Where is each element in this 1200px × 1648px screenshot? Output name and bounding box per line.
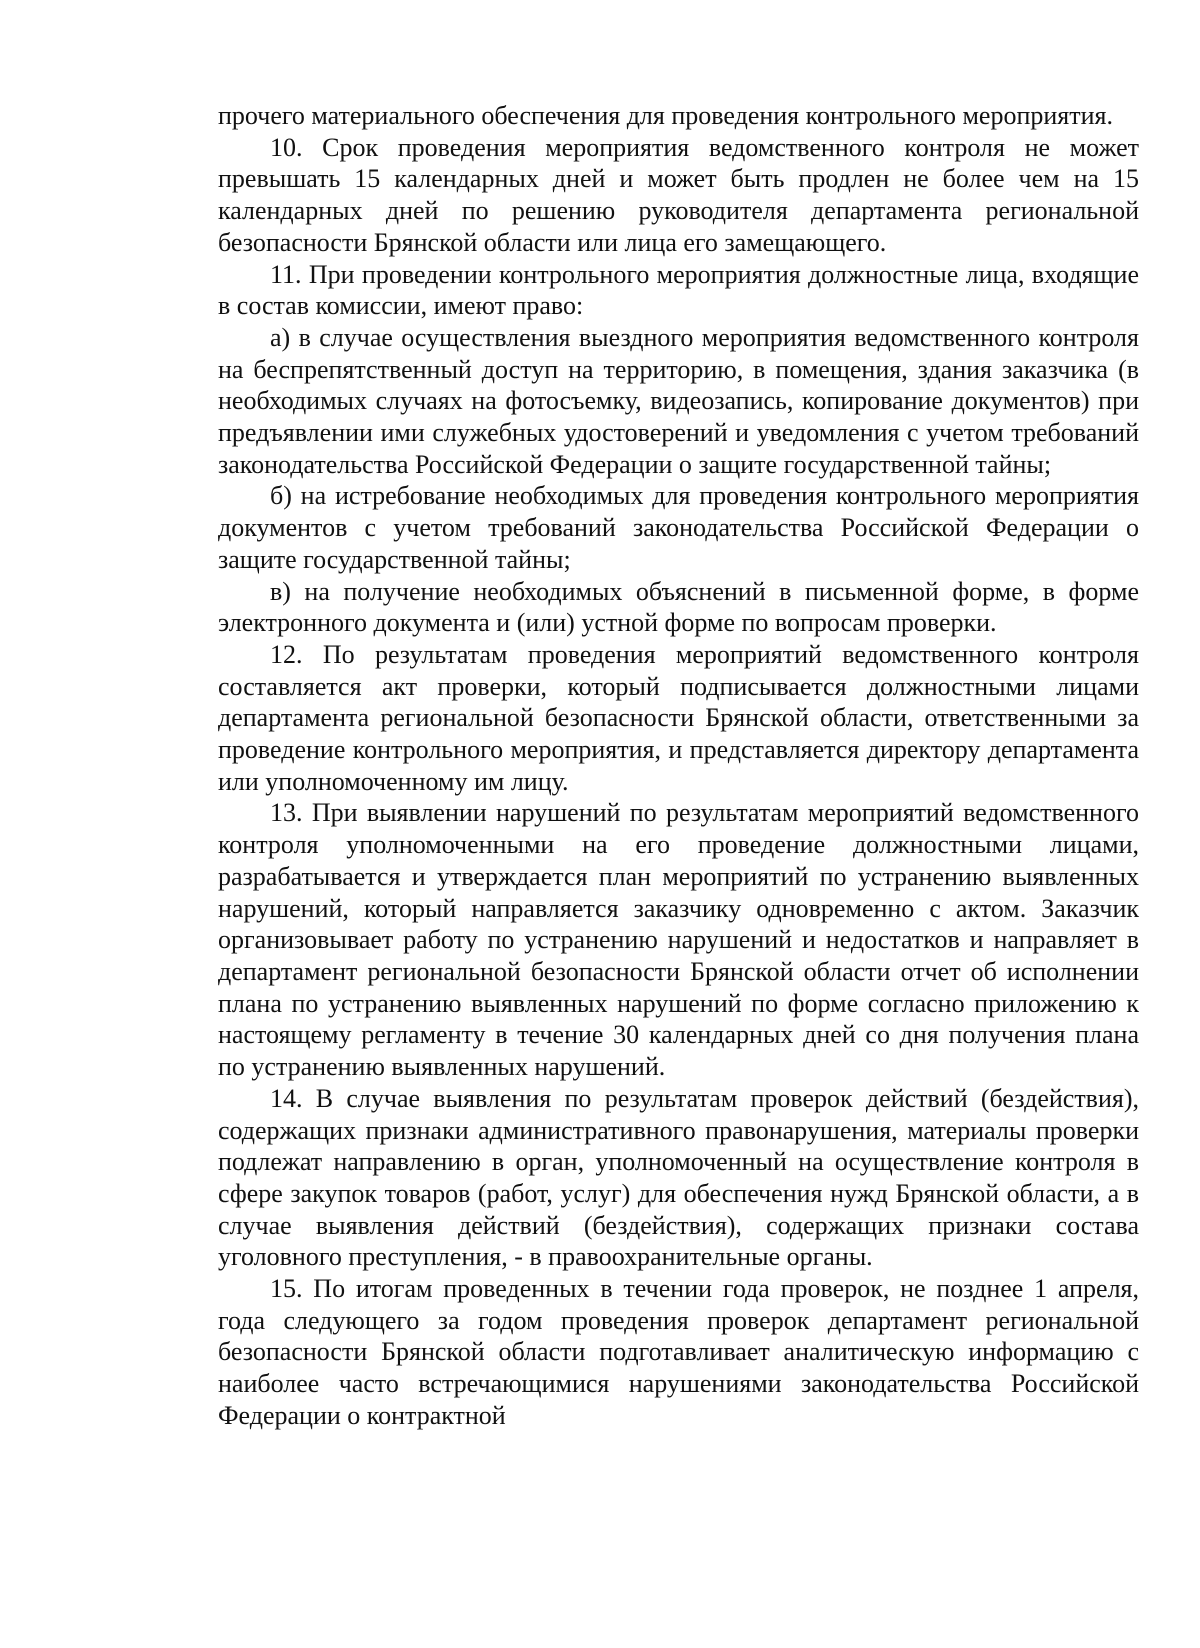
paragraph-continuation: прочего материального обеспечения для проведения контрольного мероприятия.	[218, 101, 1113, 130]
paragraph-10: 10. Срок проведения мероприятия ведомственного контроля не может превышать 15 календарных дней и может быть продлен не более чем на 15 календарных дней по решению руководителя департамента региональной безопасности Брянской области или лица его замещающего.	[218, 132, 1139, 257]
paragraph-12: 12. По результатам проведения мероприятий ведомственного контроля составляется акт проверки, который подписывается должностными лицами департамента региональной безопасности Брянской области, ответственными за проведение контрольного мероприятия, и представляется директору департамента или уполномоченному им лицу.	[218, 639, 1139, 796]
paragraph-13: 13. При выявлении нарушений по результатам мероприятий ведомственного контроля уполномоченными на его проведение должностными лицами, разрабатывается и утверждается план мероприятий по устранению выявленных нарушений, который направляется заказчику одновременно с актом. Заказчик организовывает работу по устранению нарушений и недостатков и направляет в департамент региональной безопасности Брянской области отчет об исполнении плана по устранению выявленных нарушений по форме согласно приложению к настоящему регламенту в течение 30 календарных дней со дня получения плана по устранению выявленных нарушений.	[218, 798, 1139, 1082]
paragraph-11: 11. При проведении контрольного мероприятия должностные лица, входящие в состав комиссии, имеют право:	[218, 259, 1139, 321]
document-text	[218, 100, 1139, 1432]
paragraph-11-a: а) в случае осуществления выездного мероприятия ведомственного контроля на беспрепятственный доступ на территорию, в помещения, здания заказчика (в необходимых случаях на фотосъемку, видеозапись, копирование документов) при предъявлении ими служебных удостоверений и уведомления с учетом требований законодательства Российской Федерации о защите государственной тайны;	[218, 322, 1139, 479]
paragraph-14: 14. В случае выявления по результатам проверок действий (бездействия), содержащих признаки административного правонарушения, материалы проверки подлежат направлению в орган, уполномоченный на осуществление контроля в сфере закупок товаров (работ, услуг) для обеспечения нужд Брянской области, а в случае выявления действий (бездействия), содержащих признаки состава уголовного преступления, - в правоохранительные органы.	[218, 1083, 1139, 1272]
paragraph-11-v: в) на получение необходимых объяснений в письменной форме, в форме электронного документа и (или) устной форме по вопросам проверки.	[218, 576, 1139, 638]
paragraph-11-b: б) на истребование необходимых для проведения контрольного мероприятия документов с учетом требований законодательства Российской Федерации о защите государственной тайны;	[218, 481, 1139, 574]
paragraph-15: 15. По итогам проведенных в течении года проверок, не позднее 1 апреля, года следующего за годом проведения проверок департамент региональной безопасности Брянской области подготавливает аналитическую информацию с наиболее часто встречающимися нарушениями законодательства Российской Федерации о контрактной	[218, 1274, 1139, 1430]
